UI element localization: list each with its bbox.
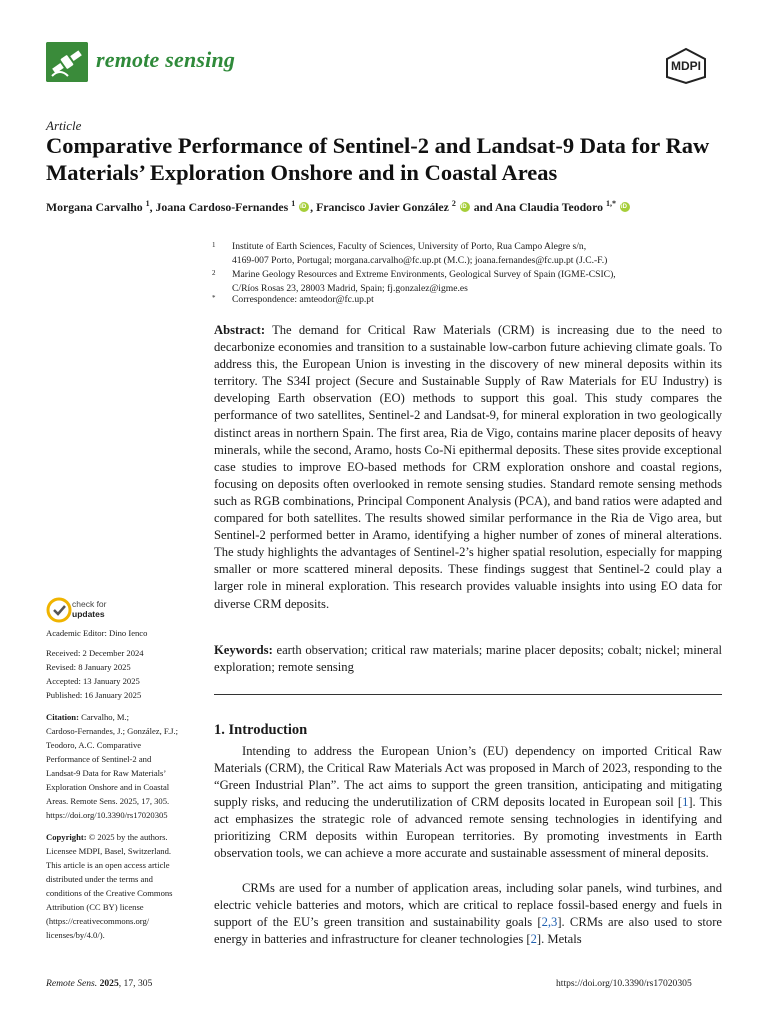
orcid-icon[interactable] (620, 202, 630, 212)
intro-paragraph-1 (214, 743, 722, 862)
affiliation-text: Correspondence: amteodor@fc.up.pt (232, 294, 374, 305)
intro-paragraph-2 (214, 880, 722, 948)
academic-editor: Academic Editor: Dino Ienco (46, 628, 148, 638)
author-affiliation-number: 1 (291, 199, 296, 208)
orcid-icon[interactable] (299, 202, 309, 212)
copyright-label: Copyright: (46, 832, 89, 842)
paper-title: Comparative Performance of Sentinel-2 and Landsat-9 Data for Raw Materials’ Exploration Onshore and in Coastal Areas (46, 133, 710, 185)
paragraph-text: ]. Metals (536, 932, 582, 946)
publication-date: Accepted: 13 January 2025 (46, 676, 140, 686)
footer-doi-link[interactable]: https://doi.org/10.3390/rs17020305 (556, 978, 692, 989)
author-name: Ana Claudia Teodoro (495, 199, 606, 214)
footer-year: 2025 (99, 978, 119, 989)
section-heading: 1. Introduction (214, 722, 308, 738)
reference-separator: , (547, 915, 552, 929)
citation-line: Performance of Sentinel-2 and (46, 754, 152, 764)
copyright-line: (https://creativecommons.org/ (46, 916, 150, 926)
reference-link[interactable]: 2 (530, 932, 537, 946)
author-affiliation-number: 2 (451, 199, 456, 208)
publication-date: Revised: 8 January 2025 (46, 662, 131, 672)
author-separator: and (470, 199, 496, 214)
copyright-line: conditions of the Creative Commons (46, 888, 173, 898)
footer-journal: Remote Sens. (46, 978, 98, 989)
footer-volume: , 17, 305 (118, 978, 153, 989)
copyright-line: licenses/by/4.0/). (46, 930, 105, 940)
affiliation-number: * (212, 294, 216, 302)
citation-line: Exploration Onshore and in Coastal (46, 782, 170, 792)
copyright-line: Attribution (CC BY) license (46, 902, 144, 912)
citation-line: Teodoro, A.C. Comparative (46, 740, 142, 750)
citation-label: Citation: (46, 712, 82, 722)
paragraph-text: ]. This act emphasizes the strategic role of advanced remote sensing technologies in identifying and prioritizing CRM deposits within European territories. By promoting investments in Earth observation tools, we can achieve a more accurate and sustainable assessment of mineral deposits. (214, 795, 722, 860)
abstract-label: Abstract: (214, 323, 266, 337)
reference-link[interactable]: 1 (682, 795, 689, 809)
affiliation-text: Marine Geology Resources and Extreme Environments, Geological Survey of Spain (IGME-CSIC), (232, 269, 616, 280)
footer-journal-ref (46, 978, 152, 989)
citation-text: Carvalho, M.; (81, 712, 130, 722)
mdpi-logo-text: MDPI (671, 59, 701, 73)
check-for-updates-button[interactable] (46, 597, 166, 623)
author-separator: , (149, 199, 156, 214)
author-name: Francisco Javier González (316, 199, 452, 214)
paragraph-text: CRMs are used for a number of application areas, including solar panels, wind turbines, and electric vehicle batteries and motors, which are critical to replace fossil-based energy and fuels in support of the EU’s green transition and sustainability goals [ (214, 881, 722, 929)
publication-dates (46, 646, 206, 702)
author-name: Morgana Carvalho (46, 199, 146, 214)
citation-line: Areas. Remote Sens. 2025, 17, 305. (46, 796, 170, 806)
section-divider (214, 694, 722, 695)
copyright-block (46, 830, 206, 942)
affiliation-text: Institute of Earth Sciences, Faculty of Sciences, University of Porto, Rua Campo Alegre s/n, (232, 241, 587, 252)
reference-link[interactable]: 2 (541, 915, 548, 929)
author-separator: , (310, 199, 317, 214)
keywords-text: earth observation; critical raw materials; marine placer deposits; cobalt; nickel; mineral exploration; remote sensing (214, 643, 722, 675)
abstract (214, 322, 722, 613)
author-list (46, 199, 726, 215)
copyright-line: This article is an open access article (46, 860, 170, 870)
citation-line (46, 710, 206, 724)
affiliation-text: 4169-007 Porto, Portugal; morgana.carvalho@fc.up.pt (M.C.); joana.fernandes@fc.up.pt (J.C.-F.) (232, 255, 608, 266)
citation-line: Cardoso-Fernandes, J.; González, F.J.; (46, 726, 179, 736)
author-name: Joana Cardoso-Fernandes (155, 199, 292, 214)
citation-line: https://doi.org/10.3390/rs17020305 (46, 810, 168, 820)
author-affiliation-number: 1 (145, 199, 150, 208)
paragraph-text: ]. CRMs are also used to store energy in batteries and infrastructure for cleaner technologies [ (214, 915, 722, 946)
publication-date: Published: 16 January 2025 (46, 690, 142, 700)
affiliation-text: C/Ríos Rosas 23, 28003 Madrid, Spain; fj.gonzalez@igme.es (232, 283, 468, 294)
citation-line: Landsat-9 Data for Raw Materials’ (46, 768, 167, 778)
check-updates-line1: check for (72, 599, 107, 609)
orcid-icon[interactable] (460, 202, 470, 212)
copyright-line (46, 830, 206, 844)
author-affiliation-number: 1,* (605, 199, 616, 208)
mdpi-logo (664, 47, 708, 85)
affiliation-number: 2 (212, 269, 216, 277)
copyright-line: distributed under the terms and (46, 874, 153, 884)
journal-logo-icon (46, 42, 88, 82)
check-updates-icon (46, 597, 72, 623)
copyright-text: © 2025 by the authors. (88, 832, 168, 842)
abstract-text: The demand for Critical Raw Materials (CRM) is increasing due to the need to decarbonize economies and transition to a sustainable low-carbon future achieving climate goals. To address this, the European Union is investing in the discovery of new mineral deposits within its territory. The S34I project (Secure and Sustainable Supply of Raw Materials for EU Industry) is developing Earth observation (EO) methods to support this goal. This study compares the performance of two satellites, Sentinel-2 and Landsat-9, for mineral exploration in two geologically distinct areas in northern Spain. The first area, Ria de Vigo, contains marine placer deposits of heavy minerals, while the second, Aramo, hosts Co-Ni epithermal deposits. These sites provide exceptional case studies to improve EO-based methods for CRM exploration onshore and coastal regions, focusing on deposits often overlooked in remote sensing studies. Standard remote sensing methods such as RGB combinations, Principal Component Analysis (PCA), and band ratios were adapted and compared for both satellites. The results showed similar performance in the Ria de Vigo area, but Sentinel-2 performed better in Aramo, identifying a higher number of zones of mineral alterations. The study highlights the advantages of Sentinel-2’s higher spatial resolution, especially for mapping smaller or more scattered mineral deposits. These findings suggest that Sentinel-2 could play a larger role in mineral exploration. This research provides valuable insights into using EO data for diverse CRM deposits. (214, 323, 722, 611)
check-updates-line2: updates (72, 609, 105, 619)
reference-link[interactable]: 3 (551, 915, 558, 929)
publication-date: Received: 2 December 2024 (46, 648, 144, 658)
affiliation-number: 1 (212, 241, 216, 249)
keywords (214, 642, 722, 676)
article-type: Article (46, 118, 82, 133)
journal-name: remote sensing (96, 47, 236, 72)
keywords-label: Keywords: (214, 643, 273, 657)
citation-block (46, 710, 206, 822)
paragraph-text: Intending to address the European Union’s (EU) dependency on imported Critical Raw Materials (CRM), the Critical Raw Materials Act was proposed in March of 2023, responding to the “Green Industrial Plan”. The act aims to support the green transition, anticipating and mitigating supply risks, and reducing the underutilization of CRM deposits located in European soil [ (214, 744, 722, 809)
copyright-line: Licensee MDPI, Basel, Switzerland. (46, 846, 172, 856)
